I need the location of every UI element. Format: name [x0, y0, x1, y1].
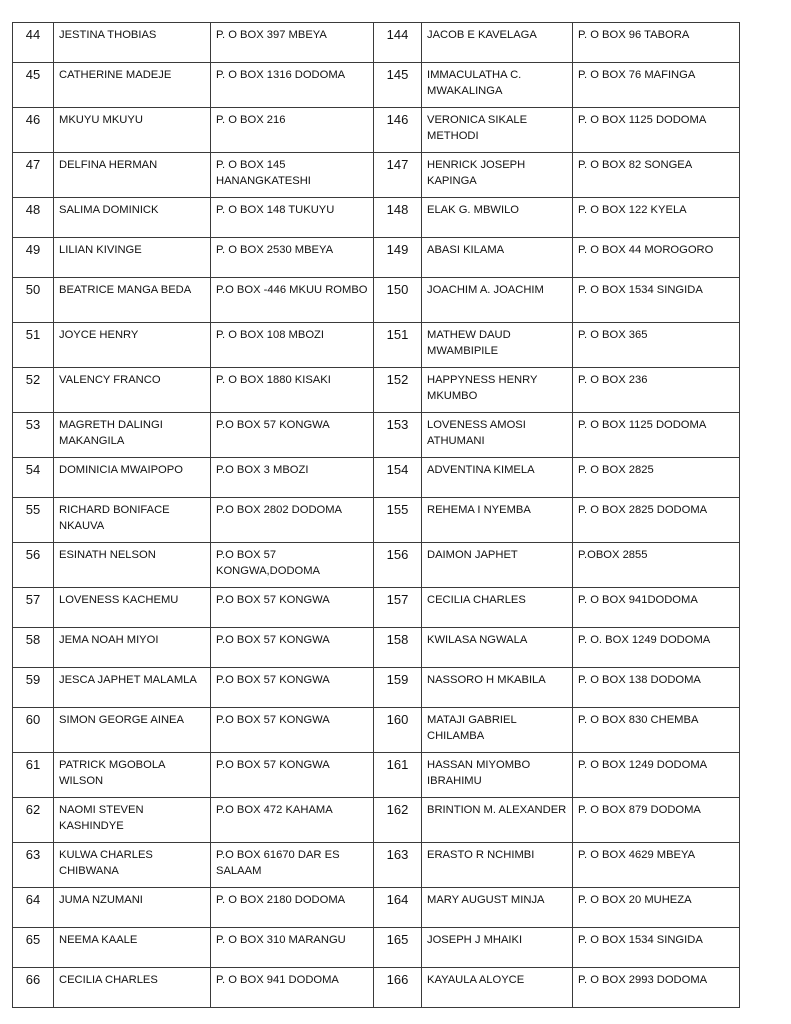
- address-cell-right: P. O BOX 82 SONGEA: [573, 153, 740, 198]
- number-cell-right: 147: [374, 153, 422, 198]
- address-cell-left: P.O BOX 57 KONGWA: [211, 413, 374, 458]
- address-cell-right: P. O BOX 879 DODOMA: [573, 798, 740, 843]
- name-cell-left: BEATRICE MANGA BEDA: [54, 278, 211, 323]
- table-row: [13, 108, 740, 153]
- name-cell-left: RICHARD BONIFACE NKAUVA: [54, 498, 211, 543]
- address-cell-right: P.OBOX 2855: [573, 543, 740, 588]
- name-cell-right: BRINTION M. ALEXANDER: [422, 798, 573, 843]
- address-cell-right: P. O BOX 4629 MBEYA: [573, 843, 740, 888]
- table-row: [13, 753, 740, 798]
- number-cell-right: 144: [374, 23, 422, 63]
- name-cell-right: KAYAULA ALOYCE: [422, 968, 573, 1008]
- name-cell-left: DELFINA HERMAN: [54, 153, 211, 198]
- name-cell-right: CECILIA CHARLES: [422, 588, 573, 628]
- address-cell-right: P. O BOX 76 MAFINGA: [573, 63, 740, 108]
- table-row: [13, 458, 740, 498]
- number-cell-left: 49: [13, 238, 54, 278]
- address-cell-left: P. O BOX 148 TUKUYU: [211, 198, 374, 238]
- table-row: [13, 708, 740, 753]
- name-cell-right: HENRICK JOSEPH KAPINGA: [422, 153, 573, 198]
- address-cell-right: P. O BOX 365: [573, 323, 740, 368]
- table-row: [13, 323, 740, 368]
- name-cell-left: JUMA NZUMANI: [54, 888, 211, 928]
- address-cell-left: P. O BOX 216: [211, 108, 374, 153]
- table-row: [13, 413, 740, 458]
- address-cell-right: P. O BOX 236: [573, 368, 740, 413]
- number-cell-right: 146: [374, 108, 422, 153]
- name-cell-right: JACOB E KAVELAGA: [422, 23, 573, 63]
- name-cell-left: MAGRETH DALINGI MAKANGILA: [54, 413, 211, 458]
- address-cell-left: P. O BOX 145 HANANGKATESHI: [211, 153, 374, 198]
- name-cell-left: DOMINICIA MWAIPOPO: [54, 458, 211, 498]
- name-cell-left: LOVENESS KACHEMU: [54, 588, 211, 628]
- name-cell-right: MATAJI GABRIEL CHILAMBA: [422, 708, 573, 753]
- address-cell-right: P. O BOX 1125 DODOMA: [573, 108, 740, 153]
- name-cell-right: ERASTO R NCHIMBI: [422, 843, 573, 888]
- number-cell-left: 61: [13, 753, 54, 798]
- number-cell-right: 152: [374, 368, 422, 413]
- address-cell-right: P. O BOX 830 CHEMBA: [573, 708, 740, 753]
- number-cell-left: 54: [13, 458, 54, 498]
- number-cell-right: 150: [374, 278, 422, 323]
- number-cell-right: 165: [374, 928, 422, 968]
- number-cell-right: 148: [374, 198, 422, 238]
- table-row: [13, 928, 740, 968]
- address-cell-right: P. O BOX 1249 DODOMA: [573, 753, 740, 798]
- number-cell-left: 44: [13, 23, 54, 63]
- name-cell-left: CECILIA CHARLES: [54, 968, 211, 1008]
- address-cell-right: P. O BOX 122 KYELA: [573, 198, 740, 238]
- address-cell-right: P. O BOX 941DODOMA: [573, 588, 740, 628]
- number-cell-left: 59: [13, 668, 54, 708]
- number-cell-right: 163: [374, 843, 422, 888]
- name-cell-left: JESTINA THOBIAS: [54, 23, 211, 63]
- number-cell-left: 58: [13, 628, 54, 668]
- name-cell-left: SALIMA DOMINICK: [54, 198, 211, 238]
- roster-body: [13, 23, 740, 1008]
- number-cell-right: 145: [374, 63, 422, 108]
- address-cell-left: P. O BOX 108 MBOZI: [211, 323, 374, 368]
- name-cell-left: MKUYU MKUYU: [54, 108, 211, 153]
- table-row: [13, 628, 740, 668]
- number-cell-right: 160: [374, 708, 422, 753]
- address-cell-left: P.O BOX 57 KONGWA,DODOMA: [211, 543, 374, 588]
- address-cell-left: P.O BOX 57 KONGWA: [211, 753, 374, 798]
- address-cell-left: P.O BOX 2802 DODOMA: [211, 498, 374, 543]
- number-cell-left: 46: [13, 108, 54, 153]
- number-cell-left: 51: [13, 323, 54, 368]
- name-cell-left: JOYCE HENRY: [54, 323, 211, 368]
- number-cell-left: 64: [13, 888, 54, 928]
- number-cell-left: 63: [13, 843, 54, 888]
- name-cell-right: ELAK G. MBWILO: [422, 198, 573, 238]
- address-cell-right: P. O BOX 138 DODOMA: [573, 668, 740, 708]
- name-cell-left: CATHERINE MADEJE: [54, 63, 211, 108]
- number-cell-right: 161: [374, 753, 422, 798]
- name-cell-right: JOSEPH J MHAIKI: [422, 928, 573, 968]
- number-cell-left: 52: [13, 368, 54, 413]
- number-cell-left: 57: [13, 588, 54, 628]
- name-cell-right: LOVENESS AMOSI ATHUMANI: [422, 413, 573, 458]
- name-cell-left: JESCA JAPHET MALAMLA: [54, 668, 211, 708]
- number-cell-left: 45: [13, 63, 54, 108]
- name-cell-left: PATRICK MGOBOLA WILSON: [54, 753, 211, 798]
- table-row: [13, 63, 740, 108]
- address-cell-right: P. O BOX 2825: [573, 458, 740, 498]
- number-cell-right: 149: [374, 238, 422, 278]
- table-row: [13, 668, 740, 708]
- number-cell-left: 48: [13, 198, 54, 238]
- number-cell-right: 153: [374, 413, 422, 458]
- number-cell-left: 55: [13, 498, 54, 543]
- address-cell-right: P. O BOX 96 TABORA: [573, 23, 740, 63]
- address-cell-right: P. O BOX 1125 DODOMA: [573, 413, 740, 458]
- name-cell-right: HAPPYNESS HENRY MKUMBO: [422, 368, 573, 413]
- address-cell-right: P. O BOX 2825 DODOMA: [573, 498, 740, 543]
- address-cell-left: P. O BOX 1316 DODOMA: [211, 63, 374, 108]
- number-cell-right: 164: [374, 888, 422, 928]
- number-cell-right: 151: [374, 323, 422, 368]
- address-cell-left: P.O BOX 57 KONGWA: [211, 708, 374, 753]
- address-cell-right: P. O BOX 2993 DODOMA: [573, 968, 740, 1008]
- table-row: [13, 888, 740, 928]
- number-cell-left: 53: [13, 413, 54, 458]
- name-cell-right: REHEMA I NYEMBA: [422, 498, 573, 543]
- name-cell-right: KWILASA NGWALA: [422, 628, 573, 668]
- address-cell-left: P.O BOX -446 MKUU ROMBO: [211, 278, 374, 323]
- name-cell-right: VERONICA SIKALE METHODI: [422, 108, 573, 153]
- number-cell-left: 47: [13, 153, 54, 198]
- address-cell-left: P. O BOX 397 MBEYA: [211, 23, 374, 63]
- name-cell-right: ADVENTINA KIMELA: [422, 458, 573, 498]
- name-cell-left: NEEMA KAALE: [54, 928, 211, 968]
- number-cell-right: 155: [374, 498, 422, 543]
- address-cell-left: P. O BOX 310 MARANGU: [211, 928, 374, 968]
- table-row: [13, 278, 740, 323]
- address-cell-right: P. O BOX 20 MUHEZA: [573, 888, 740, 928]
- address-cell-left: P.O BOX 61670 DAR ES SALAAM: [211, 843, 374, 888]
- address-cell-right: P. O BOX 44 MOROGORO: [573, 238, 740, 278]
- table-row: [13, 198, 740, 238]
- number-cell-left: 60: [13, 708, 54, 753]
- name-cell-left: NAOMI STEVEN KASHINDYE: [54, 798, 211, 843]
- number-cell-right: 159: [374, 668, 422, 708]
- address-cell-left: P.O BOX 57 KONGWA: [211, 668, 374, 708]
- number-cell-right: 156: [374, 543, 422, 588]
- name-cell-left: VALENCY FRANCO: [54, 368, 211, 413]
- address-cell-left: P.O BOX 57 KONGWA: [211, 588, 374, 628]
- name-cell-right: IMMACULATHA C. MWAKALINGA: [422, 63, 573, 108]
- number-cell-right: 158: [374, 628, 422, 668]
- address-cell-right: P. O. BOX 1249 DODOMA: [573, 628, 740, 668]
- name-cell-right: NASSORO H MKABILA: [422, 668, 573, 708]
- name-cell-right: ABASI KILAMA: [422, 238, 573, 278]
- table-row: [13, 968, 740, 1008]
- number-cell-right: 166: [374, 968, 422, 1008]
- address-cell-left: P. O BOX 2530 MBEYA: [211, 238, 374, 278]
- number-cell-right: 154: [374, 458, 422, 498]
- table-row: [13, 23, 740, 63]
- address-cell-left: P. O BOX 2180 DODOMA: [211, 888, 374, 928]
- name-cell-right: HASSAN MIYOMBO IBRAHIMU: [422, 753, 573, 798]
- address-cell-left: P.O BOX 3 MBOZI: [211, 458, 374, 498]
- number-cell-left: 62: [13, 798, 54, 843]
- name-cell-right: DAIMON JAPHET: [422, 543, 573, 588]
- number-cell-right: 162: [374, 798, 422, 843]
- address-cell-left: P.O BOX 57 KONGWA: [211, 628, 374, 668]
- table-row: [13, 588, 740, 628]
- number-cell-right: 157: [374, 588, 422, 628]
- name-cell-left: KULWA CHARLES CHIBWANA: [54, 843, 211, 888]
- number-cell-left: 56: [13, 543, 54, 588]
- address-cell-right: P. O BOX 1534 SINGIDA: [573, 278, 740, 323]
- number-cell-left: 50: [13, 278, 54, 323]
- address-cell-left: P.O BOX 472 KAHAMA: [211, 798, 374, 843]
- table-row: [13, 368, 740, 413]
- number-cell-left: 66: [13, 968, 54, 1008]
- table-row: [13, 798, 740, 843]
- address-cell-left: P. O BOX 941 DODOMA: [211, 968, 374, 1008]
- name-cell-right: MATHEW DAUD MWAMBIPILE: [422, 323, 573, 368]
- table-row: [13, 498, 740, 543]
- name-cell-right: JOACHIM A. JOACHIM: [422, 278, 573, 323]
- address-cell-left: P. O BOX 1880 KISAKI: [211, 368, 374, 413]
- number-cell-left: 65: [13, 928, 54, 968]
- name-cell-left: LILIAN KIVINGE: [54, 238, 211, 278]
- name-cell-right: MARY AUGUST MINJA: [422, 888, 573, 928]
- table-row: [13, 843, 740, 888]
- table-row: [13, 543, 740, 588]
- address-cell-right: P. O BOX 1534 SINGIDA: [573, 928, 740, 968]
- table-row: [13, 153, 740, 198]
- roster-table: [12, 22, 740, 1008]
- name-cell-left: ESINATH NELSON: [54, 543, 211, 588]
- table-row: [13, 238, 740, 278]
- name-cell-left: JEMA NOAH MIYOI: [54, 628, 211, 668]
- name-cell-left: SIMON GEORGE AINEA: [54, 708, 211, 753]
